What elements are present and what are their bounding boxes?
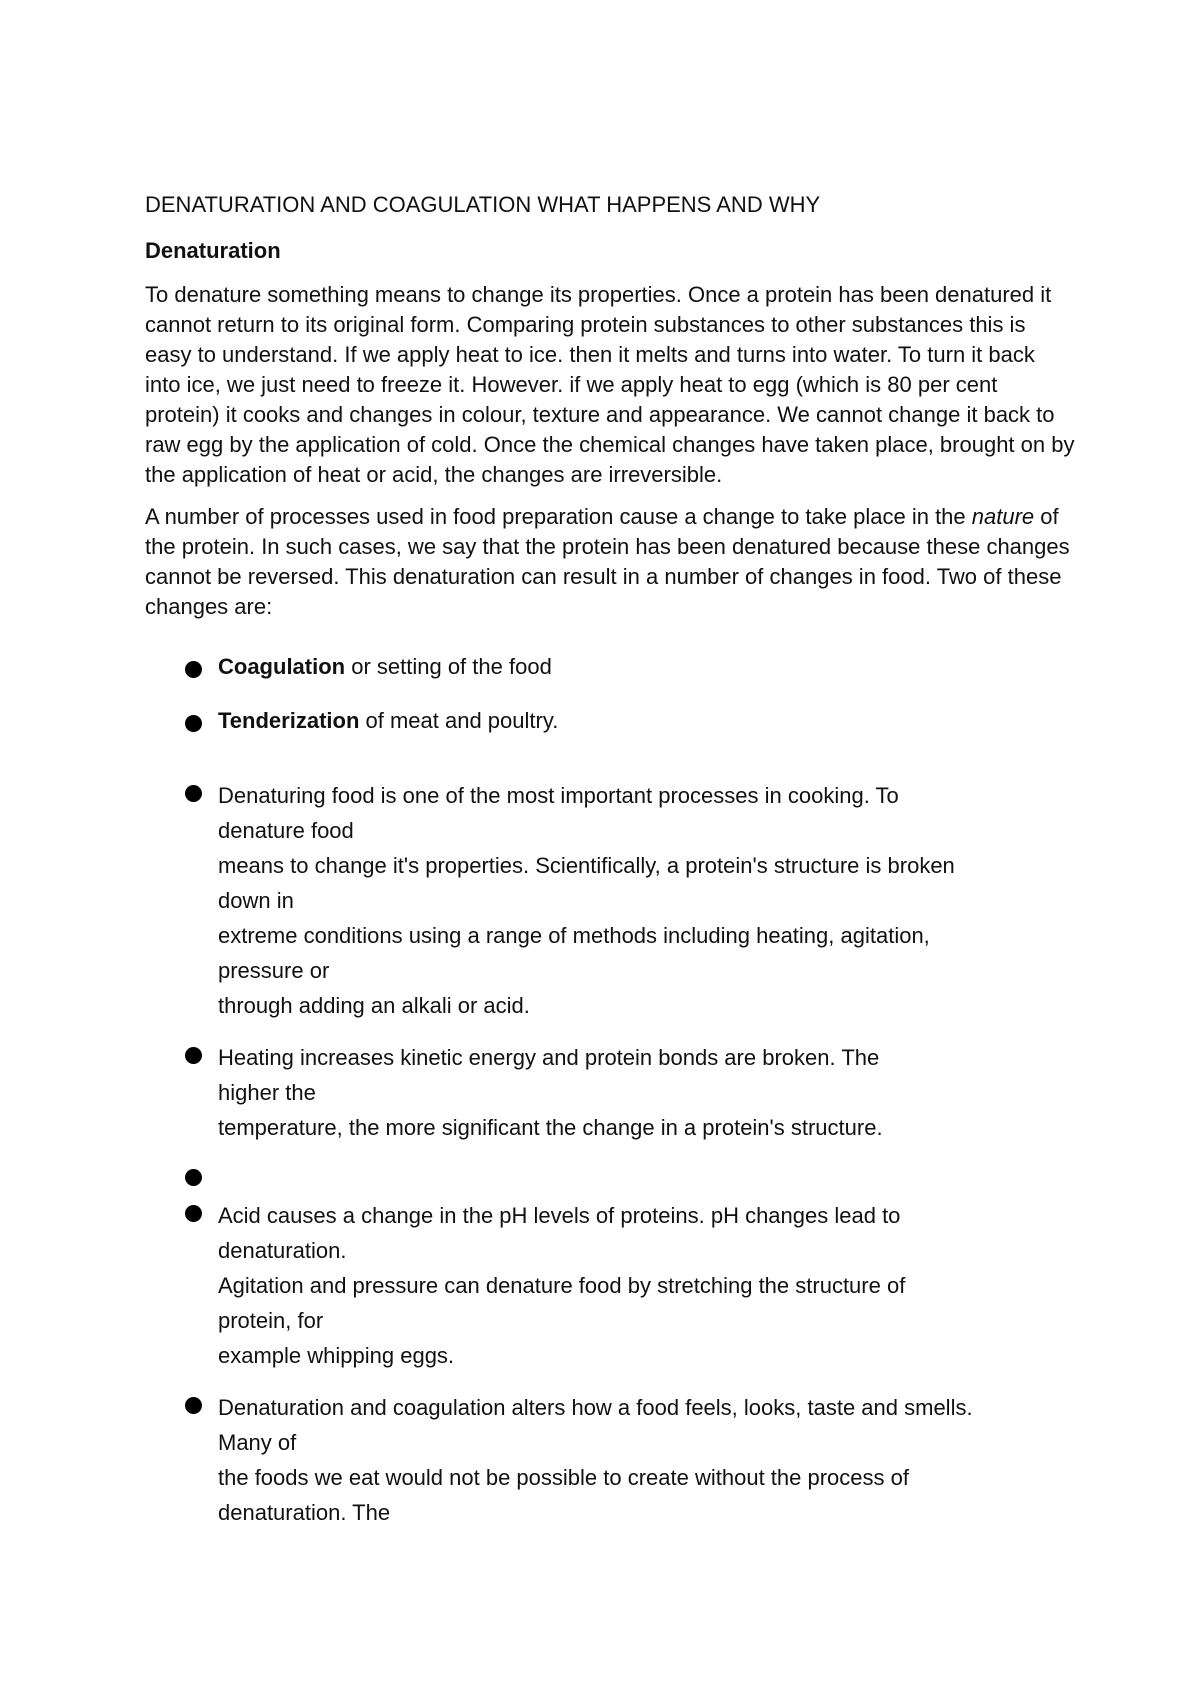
bullet-line: denature food [218, 818, 354, 843]
bullet-icon [185, 1047, 202, 1064]
bullet-line: denaturation. The [218, 1500, 391, 1525]
bullet-icon [185, 1397, 202, 1414]
bullet-line: temperature, the more significant the change in a protein's structure. [218, 1115, 883, 1140]
bullet-line: down in [218, 888, 294, 913]
list-item [145, 776, 1075, 1026]
bullet-icon [185, 715, 202, 732]
section-heading: Denaturation [145, 238, 281, 263]
bullet-line: example whipping eggs. [218, 1343, 455, 1368]
list-item [145, 1388, 1075, 1528]
paragraph-2-italic-word: nature [971, 504, 1035, 529]
paragraph-2 [145, 502, 1075, 622]
bullet-icon [185, 1205, 202, 1222]
paragraph-1: To denature something means to change its properties. Once a protein has been denatured it cannot return to its original form. Comparing protein substances to other substances this is easy to understand. If we apply heat to ice. then it melts and turns into water. To turn it back into ice, we just need to freeze it. However. if we apply heat to egg (which is 80 per cent protein) it cooks and changes in colour, texture and appearance. We cannot change it back to raw egg by the application of cold. Once the chemical changes have taken place, brought on by the application of heat or acid, the changes are irreversible. [145, 282, 1075, 487]
bullet-icon [185, 1169, 202, 1186]
bullet-line: pressure or [218, 958, 330, 983]
bullet-line: protein, for [218, 1308, 324, 1333]
bullet-line: Acid causes a change in the pH levels of proteins. pH changes lead to [218, 1203, 901, 1228]
list-item [145, 1196, 1075, 1376]
bullet-line: through adding an alkali or acid. [218, 993, 530, 1018]
list-item-empty [145, 1160, 1075, 1190]
list-item [145, 706, 1075, 736]
bullet-text: or setting of the food [345, 654, 552, 679]
list-item [145, 1038, 1075, 1148]
bullet-list [145, 652, 1075, 1528]
bullet-text: of meat and poultry. [359, 708, 559, 733]
bullet-line: Agitation and pressure can denature food by stretching the structure of [218, 1273, 906, 1298]
bullet-line: higher the [218, 1080, 316, 1105]
bullet-bold-term: Tenderization [218, 708, 360, 733]
bullet-line: Heating increases kinetic energy and protein bonds are broken. The [218, 1045, 880, 1070]
bullet-line: Denaturing food is one of the most important processes in cooking. To [218, 783, 899, 808]
bullet-icon [185, 661, 202, 678]
bullet-line: denaturation. [218, 1238, 347, 1263]
document-body [145, 190, 1075, 1540]
bullet-line: Many of [218, 1430, 297, 1455]
bullet-icon [185, 785, 202, 802]
bullet-line: Denaturation and coagulation alters how a food feels, looks, taste and smells. [218, 1395, 973, 1420]
paragraph-2-text-after: of the protein. In such cases, we say that the protein has been denatured because these changes cannot be reversed. This denaturation can result in a number of changes in food. Two of these changes are: [145, 504, 1070, 619]
list-item [145, 652, 1075, 682]
bullet-line: the foods we eat would not be possible to create without the process of [218, 1465, 909, 1490]
paragraph-2-text-before: A number of processes used in food preparation cause a change to take place in the [145, 504, 972, 529]
document-title: DENATURATION AND COAGULATION WHAT HAPPENS AND WHY [145, 192, 821, 217]
bullet-line: extreme conditions using a range of methods including heating, agitation, [218, 923, 930, 948]
bullet-line: means to change it's properties. Scientifically, a protein's structure is broken [218, 853, 955, 878]
bullet-bold-term: Coagulation [218, 654, 346, 679]
